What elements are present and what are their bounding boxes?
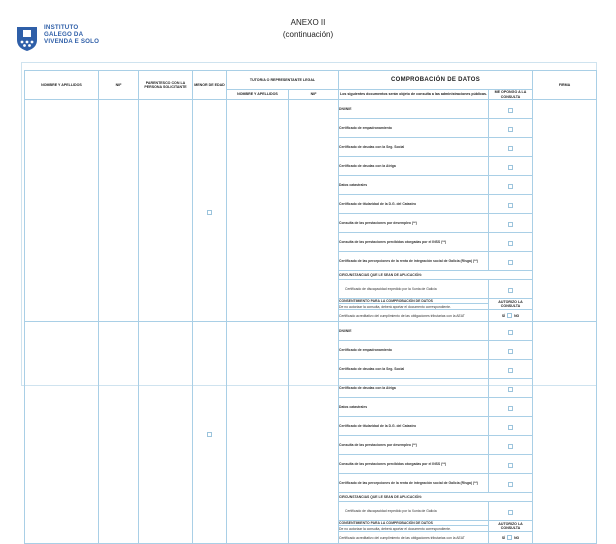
member-1-oppose-checkbox[interactable] [508, 260, 513, 265]
member-2-consent-title: CONSENTIMIENTO PARA LA COMPROBACIÓN DE DATOS [339, 521, 489, 526]
member-1-consent-title: CONSENTIMIENTO PARA LA COMPROBACIÓN DE DATOS [339, 299, 489, 304]
col-firma-header: FIRMA [533, 71, 597, 100]
member-2-oppose-checkbox[interactable] [508, 444, 513, 449]
member-1-oppose-cell [489, 195, 533, 214]
col-tutor-nif-header: NIF [289, 90, 339, 100]
member-1-circunstancias-title: CIRCUNSTANCIAS QUE LE SEAN DE APLICACIÓN: [339, 271, 533, 280]
family-members-table [24, 70, 597, 544]
page-subtitle: (continuación) [282, 30, 334, 39]
member-2-si-label: SÍ [501, 535, 506, 540]
member-2-consent-text: De no autorizar la consulta, deberá aportar el documento correspondiente. [339, 526, 489, 532]
member-1-doc-label: Certificado de las percepciones de la renta de integración social de Galicia (Risga) (**) [339, 252, 489, 271]
member-2-menor-checkbox[interactable] [207, 432, 212, 437]
member-2-oppose-cell [489, 474, 533, 493]
member-2-oppose-checkbox[interactable] [508, 482, 513, 487]
member-2-si-checkbox[interactable] [507, 535, 512, 540]
col-tutor-header: TUTOR/A O REPRESENTANTE LEGAL [227, 71, 339, 90]
member-2-doc-label: Certificado de deudas con la Atriga [339, 379, 489, 398]
member-2-circunstancias-title: CIRCUNSTANCIAS QUE LE SEAN DE APLICACIÓN: [339, 493, 533, 502]
member-1-doc-label: Certificado de deudas con la Seg. Social [339, 138, 489, 157]
member-2-doc-label: Certificado de deudas con la Seg. Social [339, 360, 489, 379]
member-1-discapacidad-cell [489, 280, 533, 299]
member-2-doc-label: Consulta de las prestaciones percibidas otorgadas por el INSS (**) [339, 455, 489, 474]
member-1-aeat-label: Certificado acreditativo del cumplimiento de las obligaciones tributarias con la AEAT [339, 310, 489, 322]
member-2-discapacidad-label: Certificado de discapacidad expedido por la Xunta de Galicia [339, 502, 489, 521]
member-1-discapacidad-label: Certificado de discapacidad expedido por la Xunta de Galicia [339, 280, 489, 299]
member-2-doc-label: Datos catastrales [339, 398, 489, 417]
member-1-oppose-cell [489, 176, 533, 195]
member-1-discapacidad-checkbox[interactable] [508, 288, 513, 293]
member-1-oppose-checkbox[interactable] [508, 146, 513, 151]
member-2-nif-field[interactable] [99, 322, 139, 544]
member-2-discapacidad-cell [489, 502, 533, 521]
member-1-doc-label: DNI/NIE [339, 100, 489, 119]
member-1-oppose-cell [489, 252, 533, 271]
member-1-nombre-field[interactable] [25, 100, 99, 322]
member-1-oppose-checkbox[interactable] [508, 165, 513, 170]
member-1-oppose-checkbox[interactable] [508, 241, 513, 246]
member-2-oppose-cell [489, 322, 533, 341]
member-1-si-checkbox[interactable] [507, 313, 512, 318]
member-2-oppose-checkbox[interactable] [508, 349, 513, 354]
member-2-tutor-nif-field[interactable] [289, 322, 339, 544]
member-1-firma-field[interactable] [533, 100, 597, 322]
member-1-doc-label: Certificado de empadronamiento [339, 119, 489, 138]
col-nif-header: NIF [99, 71, 139, 100]
member-2-discapacidad-checkbox[interactable] [508, 510, 513, 515]
member-1-no-label: NO [514, 313, 520, 318]
member-2-doc-label: Certificado de titularidad de la D.G. del Catastro [339, 417, 489, 436]
member-1-doc-label: Consulta de las prestaciones percibidas otorgadas por el INSS (**) [339, 233, 489, 252]
member-1-doc-label: Consulta de las prestaciones por desempleo (**) [339, 214, 489, 233]
col-tutor-nombre-header: NOMBRE Y APELLIDOS [227, 90, 289, 100]
member-2-doc-label: Consulta de las prestaciones por desempleo (**) [339, 436, 489, 455]
page-title: ANEXO II [290, 18, 326, 27]
member-2-oppose-checkbox[interactable] [508, 406, 513, 411]
col-me-opongo-header: ME OPONGO A LA CONSULTA [489, 90, 533, 100]
col-parentesco-header: PARENTESCO CON LA PERSONA SOLICITANTE [139, 71, 193, 100]
member-2-autorizo-header: AUTORIZO LA CONSULTA [489, 521, 533, 532]
member-1-doc-label: Certificado de deudas con la Atriga [339, 157, 489, 176]
member-1-tutor-nombre-field[interactable] [227, 100, 289, 322]
member-2-oppose-cell [489, 360, 533, 379]
member-2-oppose-checkbox[interactable] [508, 463, 513, 468]
member-1-si-label: SÍ [501, 313, 506, 318]
member-2-firma-field[interactable] [533, 322, 597, 544]
member-2-oppose-cell [489, 455, 533, 474]
member-2-oppose-checkbox[interactable] [508, 425, 513, 430]
member-2-menor-cell [193, 322, 227, 544]
member-2-doc-label: DNI/NIE [339, 322, 489, 341]
member-1-doc-label: Datos catastrales [339, 176, 489, 195]
member-2-aeat-cell [489, 532, 533, 544]
member-1-oppose-cell [489, 100, 533, 119]
member-2-doc-label: Certificado de empadronamiento [339, 341, 489, 360]
member-2-oppose-cell [489, 417, 533, 436]
member-2-oppose-cell [489, 398, 533, 417]
member-2-doc-label: Certificado de las percepciones de la renta de integración social de Galicia (Risga) (**) [339, 474, 489, 493]
member-1-aeat-cell [489, 310, 533, 322]
member-1-tutor-nif-field[interactable] [289, 100, 339, 322]
member-2-oppose-checkbox[interactable] [508, 330, 513, 335]
member-1-oppose-checkbox[interactable] [508, 222, 513, 227]
member-2-no-label: NO [514, 535, 520, 540]
member-1-menor-cell [193, 100, 227, 322]
member-1-oppose-checkbox[interactable] [508, 108, 513, 113]
logo-line-1: INSTITUTO [44, 24, 79, 31]
member-1-oppose-cell [489, 233, 533, 252]
member-2-oppose-checkbox[interactable] [508, 387, 513, 392]
member-1-parentesco-field[interactable] [139, 100, 193, 322]
member-1-oppose-checkbox[interactable] [508, 127, 513, 132]
member-2-parentesco-field[interactable] [139, 322, 193, 544]
member-1-consent-text: De no autorizar la consulta, deberá aportar el documento correspondiente. [339, 304, 489, 310]
col-nombre-header: NOMBRE Y APELLIDOS [25, 71, 99, 100]
member-1-nif-field[interactable] [99, 100, 139, 322]
member-2-nombre-field[interactable] [25, 322, 99, 544]
member-1-doc-label: Certificado de titularidad de la D.G. del Catastro [339, 195, 489, 214]
member-1-oppose-checkbox[interactable] [508, 203, 513, 208]
member-2-oppose-checkbox[interactable] [508, 368, 513, 373]
col-comprobacion-header: COMPROBACIÓN DE DATOS [339, 71, 533, 90]
member-2-oppose-cell [489, 379, 533, 398]
col-menor-header: MENOR DE EDAD [193, 71, 227, 100]
member-1-menor-checkbox[interactable] [207, 210, 212, 215]
member-1-autorizo-header: AUTORIZO LA CONSULTA [489, 299, 533, 310]
logo-line-3: VIVENDA E SOLO [44, 38, 100, 46]
member-1-oppose-checkbox[interactable] [508, 184, 513, 189]
col-comprobacion-subheader: Los siguientes documentos serán objeto de consulta a las administraciones públicas. [339, 90, 489, 100]
member-2-tutor-nombre-field[interactable] [227, 322, 289, 544]
member-2-oppose-cell [489, 341, 533, 360]
member-1-oppose-cell [489, 157, 533, 176]
member-1-oppose-cell [489, 214, 533, 233]
logo-line-2: GALEGO DA [44, 31, 84, 39]
member-2-aeat-label: Certificado acreditativo del cumplimiento de las obligaciones tributarias con la AEAT [339, 532, 489, 544]
member-1-oppose-cell [489, 119, 533, 138]
member-1-oppose-cell [489, 138, 533, 157]
